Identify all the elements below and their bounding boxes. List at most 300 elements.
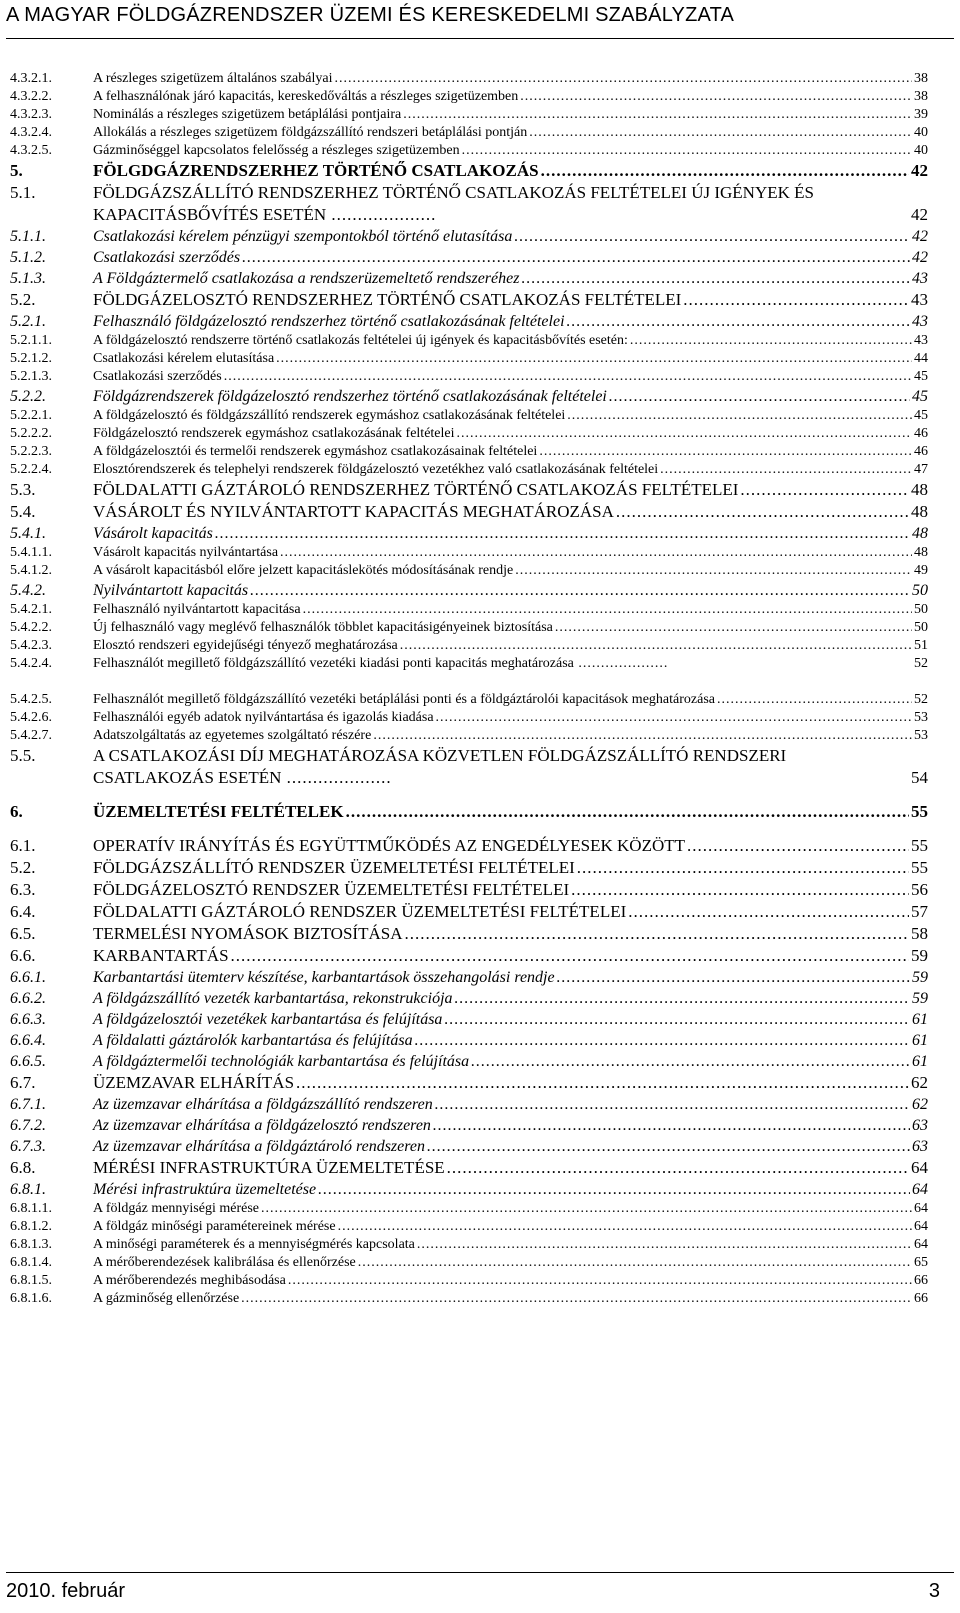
toc-entry-number: 5.2.1.3.: [10, 369, 52, 384]
toc-entry-body: [93, 637, 928, 655]
toc-leader-dots: [515, 562, 912, 580]
toc-leader-dots: [660, 461, 912, 479]
toc-entry-body: [93, 124, 928, 142]
toc-entry-title: A földgáztermelői technológiák karbantartása és felújítása: [93, 1053, 470, 1070]
toc-entry[interactable]: [10, 923, 928, 945]
toc-entry-page: 48: [911, 480, 928, 499]
toc-entry-number: 6.8.1.6.: [10, 1291, 52, 1306]
toc-entry-page: 61: [912, 1011, 928, 1028]
toc-entry-page: 59: [911, 946, 928, 965]
toc-entry-number: 6.6.1.: [10, 969, 46, 986]
toc-entry[interactable]: [10, 637, 928, 655]
toc-leader-dots: [318, 1179, 910, 1200]
toc-leader-dots: [303, 601, 912, 619]
toc-leader-dots: [403, 106, 912, 124]
toc-entry-title: FÖLDALATTI GÁZTÁROLÓ RENDSZERHEZ TÖRTÉNŐ CSATLAKOZÁS FELTÉTELEI: [93, 480, 739, 499]
toc-entry-title: KARBANTARTÁS: [93, 946, 229, 965]
toc-entry-page: 62: [911, 1073, 928, 1092]
toc-entry-body: [93, 709, 928, 727]
toc-entry-title: FÖLDGÁZSZÁLLÍTÓ RENDSZERHEZ TÖRTÉNŐ CSATLAKOZÁS FELTÉTELEI ÚJ IGÉNYEK ÉS KAPACITÁSBŐVÍTÉS ESETÉN: [93, 183, 814, 224]
toc-entry[interactable]: [10, 601, 928, 619]
toc-entry-title: VÁSÁROLT ÉS NYILVÁNTARTOTT KAPACITÁS MEGHATÁROZÁSA: [93, 502, 614, 521]
toc-leader-dots: [557, 967, 910, 988]
toc-leader-dots: [250, 580, 910, 601]
toc-entry[interactable]: [10, 523, 928, 544]
toc-entry-title: Csatlakozási kérelem elutasítása: [93, 351, 275, 366]
toc-entry-title: A földgázelosztói és termelői rendszerek egymáshoz csatlakozásainak feltételei: [93, 444, 538, 459]
toc-entry-body: [93, 601, 928, 619]
toc-entry[interactable]: [10, 1115, 928, 1136]
toc-entry-body: [93, 1254, 928, 1272]
toc-entry-title: Az üzemzavar elhárítása a földgázelosztó rendszeren: [93, 1117, 431, 1134]
toc-entry-page: 54: [911, 768, 928, 787]
toc-entry-number: 5.1.: [10, 183, 36, 202]
toc-entry-title: FÖLDGÁZELOSZTÓ RENDSZERHEZ TÖRTÉNŐ CSATLAKOZÁS FELTÉTELEI: [93, 290, 682, 309]
toc-entry[interactable]: [10, 1094, 928, 1115]
toc-entry-number: 6.1.: [10, 836, 36, 855]
page-footer: [0, 1572, 960, 1613]
toc-entry-title: Nominálás a részleges szigetüzem betáplálási pontjaira: [93, 107, 402, 122]
table-of-contents: [10, 70, 928, 1308]
toc-entry-title: A felhasználónak járó kapacitás, kereskedőváltás a részleges szigetüzemben: [93, 89, 519, 104]
toc-entry-page: 61: [912, 1053, 928, 1070]
toc-entry-body: [93, 1094, 928, 1115]
toc-entry-title: Új felhasználó vagy meglévő felhasználók többlet kapacitásigényeinek biztosítása: [93, 620, 553, 635]
toc-entry-page: 46: [914, 426, 928, 441]
toc-entry-body: [93, 1157, 928, 1179]
toc-entry-title: A földgázelosztói vezetékek karbantartása és felújítása: [93, 1011, 443, 1028]
toc-entry[interactable]: [10, 709, 928, 727]
toc-leader-dots: ....................: [281, 768, 392, 787]
toc-leader-dots: [455, 988, 910, 1009]
toc-entry-number: 6.4.: [10, 902, 36, 921]
toc-entry-body: [93, 619, 928, 637]
toc-entry-page: 45: [914, 369, 928, 384]
toc-entry-title: Felhasználót megillető földgázszállító vezetéki kiadási ponti kapacitás meghatározása: [93, 656, 574, 671]
toc-entry[interactable]: [10, 350, 928, 368]
toc-entry[interactable]: [10, 1072, 928, 1094]
toc-entry-number: 6.6.3.: [10, 1011, 46, 1028]
toc-entry-body: [93, 289, 928, 311]
toc-entry-number: 5.4.2.1.: [10, 602, 52, 617]
toc-entry[interactable]: [10, 835, 928, 857]
toc-entry-body: [93, 967, 928, 988]
toc-entry-number: 5.4.2.: [10, 582, 46, 599]
toc-entry-title: Elosztórendszerek és telephelyi rendszerek földgázelosztó vezetékhez való csatlakozásának feltételei: [93, 462, 659, 477]
toc-entry-body: [93, 332, 928, 350]
toc-entry-page: 64: [912, 1181, 928, 1198]
toc-entry-number: 5.: [10, 161, 23, 180]
toc-leader-dots: [687, 835, 909, 857]
document-title: A MAGYAR FÖLDGÁZRENDSZER ÜZEMI ÉS KERESKEDELMI SZABÁLYZATA: [6, 4, 735, 26]
toc-entry-body: [93, 523, 928, 544]
toc-leader-dots: [630, 332, 912, 350]
toc-entry-title: Csatlakozási szerződés: [93, 369, 222, 384]
toc-entry-page: 62: [912, 1096, 928, 1113]
toc-entry[interactable]: [10, 1157, 928, 1179]
toc-leader-dots: [241, 1290, 912, 1308]
toc-leader-dots: [567, 311, 910, 332]
toc-leader-dots: [400, 637, 912, 655]
toc-entry[interactable]: [10, 106, 928, 124]
toc-entry[interactable]: [10, 562, 928, 580]
toc-leader-dots: [346, 801, 909, 823]
toc-entry-title: A földgáz mennyiségi mérése: [93, 1201, 260, 1216]
toc-leader-dots: ....................: [326, 205, 437, 224]
toc-entry[interactable]: [10, 501, 928, 523]
toc-entry-title: A mérőberendezés meghibásodása: [93, 1273, 286, 1288]
toc-entry-page: 43: [912, 313, 928, 330]
toc-entry[interactable]: [10, 142, 928, 160]
toc-entry[interactable]: [10, 988, 928, 1009]
toc-entry-title: A minőségi paraméterek és a mennyiségmérés kapcsolata: [93, 1237, 415, 1252]
toc-entry-title: A földgáz minőségi paramétereinek mérése: [93, 1219, 336, 1234]
toc-entry-number: 5.4.2.6.: [10, 710, 52, 725]
toc-entry-number: 6.8.1.1.: [10, 1201, 52, 1216]
toc-leader-dots: [373, 727, 912, 745]
toc-entry-number: 5.4.2.3.: [10, 638, 52, 653]
toc-entry[interactable]: [10, 745, 928, 789]
toc-entry-body: [93, 580, 928, 601]
toc-entry-number: 6.8.1.5.: [10, 1273, 52, 1288]
toc-entry-number: 4.3.2.1.: [10, 71, 52, 86]
toc-entry-page: 64: [911, 1158, 928, 1177]
toc-entry-body: [93, 1290, 928, 1308]
toc-entry-title: A földgázelosztó rendszerre történő csatlakozás feltételei új igények és kapacitásbővítés esetén:: [93, 333, 628, 348]
toc-entry-body: [93, 1136, 928, 1157]
toc-entry-title: Az üzemzavar elhárítása a földgáztároló rendszeren: [93, 1138, 425, 1155]
toc-entry-number: 6.8.1.2.: [10, 1219, 52, 1234]
toc-entry-page: 43: [914, 333, 928, 348]
toc-leader-dots: [296, 1072, 909, 1094]
toc-entry-number: 5.5.: [10, 746, 36, 765]
toc-entry-title: Adatszolgáltatás az egyetemes szolgáltató részére: [93, 728, 372, 743]
toc-entry-body: [93, 1072, 928, 1094]
footer-date: 2010. február: [6, 1580, 125, 1602]
toc-gap: [10, 823, 928, 835]
toc-entry-number: 5.2.2.2.: [10, 426, 52, 441]
toc-entry[interactable]: [10, 655, 928, 691]
toc-entry[interactable]: [10, 857, 928, 879]
toc-leader-dots: [404, 923, 909, 945]
toc-entry-page: 51: [914, 638, 928, 653]
toc-entry[interactable]: [10, 332, 928, 350]
toc-entry[interactable]: [10, 182, 928, 226]
toc-leader-dots: [280, 544, 912, 562]
toc-leader-dots: [417, 1236, 912, 1254]
toc-entry[interactable]: [10, 967, 928, 988]
toc-entry-body: [93, 562, 928, 580]
toc-entry[interactable]: [10, 311, 928, 332]
toc-entry-page: 39: [914, 107, 928, 122]
toc-entry-number: 5.2.1.2.: [10, 351, 52, 366]
toc-entry[interactable]: [10, 879, 928, 901]
toc-leader-dots: [215, 523, 910, 544]
toc-leader-dots: [427, 1136, 910, 1157]
toc-entry[interactable]: [10, 901, 928, 923]
toc-entry-page: 38: [914, 89, 928, 104]
toc-entry-body: [93, 544, 928, 562]
toc-entry[interactable]: [10, 1009, 928, 1030]
toc-entry-number: 6.7.: [10, 1073, 36, 1092]
toc-entry-number: 5.1.2.: [10, 249, 46, 266]
toc-entry-page: 50: [914, 602, 928, 617]
toc-entry[interactable]: [10, 1236, 928, 1254]
toc-entry-page: 50: [912, 582, 928, 599]
toc-leader-dots: [447, 1157, 909, 1179]
toc-entry-title: Felhasználó nyilvántartott kapacitása: [93, 602, 301, 617]
toc-entry-page: 61: [912, 1032, 928, 1049]
toc-entry-page: 63: [912, 1117, 928, 1134]
toc-entry-page: 53: [914, 710, 928, 725]
toc-leader-dots: [415, 1030, 910, 1051]
toc-entry-title: A CSATLAKOZÁSI DÍJ MEGHATÁROZÁSA KÖZVETLEN FÖLDGÁZSZÁLLÍTÓ RENDSZERI CSATLAKOZÁS ESETÉN: [93, 746, 787, 787]
toc-leader-dots: [242, 247, 910, 268]
toc-entry-number: 4.3.2.4.: [10, 125, 52, 140]
toc-entry[interactable]: [10, 619, 928, 637]
toc-entry-body: [93, 350, 928, 368]
toc-entry-number: 6.7.1.: [10, 1096, 46, 1113]
toc-entry-body: [93, 70, 928, 88]
toc-entry-number: 5.4.1.2.: [10, 563, 52, 578]
toc-entry-number: 6.8.: [10, 1158, 36, 1177]
toc-leader-dots: [334, 70, 912, 88]
toc-entry-body: [93, 407, 928, 425]
toc-entry[interactable]: [10, 70, 928, 88]
toc-entry[interactable]: [10, 386, 928, 407]
toc-entry-page: 47: [914, 462, 928, 477]
toc-entry-number: 5.4.2.2.: [10, 620, 52, 635]
toc-entry-page: 48: [912, 525, 928, 542]
toc-entry-number: 4.3.2.3.: [10, 107, 52, 122]
toc-leader-dots: [224, 368, 912, 386]
toc-entry[interactable]: [10, 945, 928, 967]
toc-entry-body: [93, 857, 928, 879]
toc-entry-number: 5.2.2.4.: [10, 462, 52, 477]
toc-entry-number: 5.3.: [10, 480, 36, 499]
toc-entry[interactable]: [10, 1218, 928, 1236]
toc-entry-title: FÖLDALATTI GÁZTÁROLÓ RENDSZER ÜZEMELTETÉSI FELTÉTELEI: [93, 902, 627, 921]
toc-entry-page: 38: [914, 71, 928, 86]
toc-entry-body: [93, 1051, 928, 1072]
toc-entry-body: [93, 835, 928, 857]
toc-entry-body: [93, 655, 928, 673]
toc-entry-number: 6.3.: [10, 880, 36, 899]
toc-entry-page: 40: [914, 125, 928, 140]
toc-leader-dots: [436, 709, 912, 727]
toc-leader-dots: [444, 1009, 910, 1030]
toc-entry[interactable]: [10, 1051, 928, 1072]
toc-entry[interactable]: [10, 443, 928, 461]
toc-leader-dots: [435, 1094, 910, 1115]
toc-entry-title: A gázminőség ellenőrzése: [93, 1291, 240, 1306]
toc-entry[interactable]: [10, 124, 928, 142]
toc-entry[interactable]: [10, 1272, 928, 1290]
toc-entry-title: Allokálás a részleges szigetüzem földgázszállító rendszeri betáplálási pontján: [93, 125, 528, 140]
toc-entry-page: 52: [914, 656, 928, 671]
toc-entry[interactable]: [10, 691, 928, 709]
toc-entry-number: 4.3.2.2.: [10, 89, 52, 104]
toc-entry[interactable]: [10, 801, 928, 823]
toc-leader-dots: [740, 479, 909, 501]
toc-entry[interactable]: [10, 226, 928, 247]
toc-entry-page: 55: [911, 802, 928, 821]
toc-entry-title: A vásárolt kapacitásból előre jelzett kapacitáslekötés módosításának rendje: [93, 563, 514, 578]
toc-entry-title: Csatlakozási kérelem pénzügyi szempontokból történő elutasítása: [93, 228, 513, 245]
running-header: [0, 0, 960, 44]
toc-entry-page: 45: [912, 388, 928, 405]
toc-entry[interactable]: [10, 160, 928, 182]
toc-entry-title: A földgázszállító vezeték karbantartása, rekonstrukciója: [93, 990, 453, 1007]
toc-entry-body: [93, 479, 928, 501]
toc-entry-title: Felhasználói egyéb adatok nyilvántartása és igazolás kiadása: [93, 710, 434, 725]
toc-entry-page: 65: [914, 1255, 928, 1270]
toc-entry-page: 64: [914, 1219, 928, 1234]
toc-entry-title: Nyilvántartott kapacitás: [93, 582, 249, 599]
toc-entry-title: OPERATÍV IRÁNYÍTÁS ÉS EGYÜTTMŰKÖDÉS AZ ENGEDÉLYESEK KÖZÖTT: [93, 836, 686, 855]
toc-entry-page: 42: [911, 161, 928, 180]
toc-entry-number: 5.4.1.1.: [10, 545, 52, 560]
toc-entry-number: 5.4.2.5.: [10, 692, 52, 707]
toc-entry-number: 6.: [10, 802, 23, 821]
toc-entry-body: [93, 691, 928, 709]
toc-entry-title: Felhasználót megillető földgázszállító vezetéki betáplálási ponti és a földgáztárolói kapacitások meghatározása: [93, 692, 715, 707]
toc-entry-page: 45: [914, 408, 928, 423]
toc-entry-number: 5.2.2.3.: [10, 444, 52, 459]
toc-entry[interactable]: [10, 1200, 928, 1218]
toc-entry[interactable]: [10, 1136, 928, 1157]
toc-entry-body: [93, 923, 928, 945]
toc-leader-dots: [338, 1218, 912, 1236]
header-rule: [6, 38, 954, 39]
page-number: 3: [928, 1580, 940, 1602]
toc-entry-body: [93, 945, 928, 967]
toc-entry-page: 42: [911, 205, 928, 224]
toc-entry-number: 6.7.3.: [10, 1138, 46, 1155]
toc-entry[interactable]: [10, 88, 928, 106]
toc-entry[interactable]: [10, 268, 928, 289]
toc-entry[interactable]: [10, 407, 928, 425]
toc-entry[interactable]: [10, 425, 928, 443]
toc-entry-body: [93, 988, 928, 1009]
toc-entry[interactable]: [10, 289, 928, 311]
toc-entry-title: Az üzemzavar elhárítása a földgázszállító rendszeren: [93, 1096, 433, 1113]
toc-leader-dots: [529, 124, 912, 142]
toc-entry-body: [93, 801, 928, 823]
toc-entry-body: [93, 1115, 928, 1136]
toc-entry-body: [93, 106, 928, 124]
toc-entry-body: [93, 443, 928, 461]
toc-entry-page: 48: [914, 545, 928, 560]
toc-entry[interactable]: [10, 544, 928, 562]
toc-entry[interactable]: [10, 727, 928, 745]
toc-leader-dots: [628, 901, 909, 923]
toc-entry-title: FÖLDGÁZSZÁLLÍTÓ RENDSZER ÜZEMELTETÉSI FELTÉTELEI: [93, 858, 575, 877]
toc-leader-dots: [288, 1272, 912, 1290]
toc-leader-dots: [261, 1200, 912, 1218]
toc-leader-dots: [609, 386, 910, 407]
toc-entry-page: 44: [914, 351, 928, 366]
toc-entry-number: 4.3.2.5.: [10, 143, 52, 158]
toc-entry-body: [93, 501, 928, 523]
toc-entry-page: 43: [912, 270, 928, 287]
toc-entry-body: [93, 368, 928, 386]
toc-entry-number: 6.8.1.3.: [10, 1237, 52, 1252]
toc-entry[interactable]: [10, 461, 928, 479]
toc-leader-dots: [358, 1254, 912, 1272]
toc-entry[interactable]: [10, 247, 928, 268]
footer-rule: [6, 1572, 954, 1573]
toc-entry-number: 6.6.2.: [10, 990, 46, 1007]
toc-entry-title: Elosztó rendszeri egyidejűségi tényező meghatározása: [93, 638, 398, 653]
toc-leader-dots: [577, 857, 909, 879]
toc-entry-number: 5.4.1.: [10, 525, 46, 542]
toc-entry-page: 40: [914, 143, 928, 158]
toc-entry-number: 6.6.: [10, 946, 36, 965]
toc-entry-title: Vásárolt kapacitás: [93, 525, 213, 542]
toc-entry-title: Vásárolt kapacitás nyilvántartása: [93, 545, 279, 560]
toc-entry-page: 43: [911, 290, 928, 309]
toc-entry-page: 66: [914, 1273, 928, 1288]
toc-entry-body: [93, 142, 928, 160]
toc-entry-number: 6.6.5.: [10, 1053, 46, 1070]
toc-entry-page: 46: [914, 444, 928, 459]
toc-entry-title: A mérőberendezések kalibrálása és ellenőrzése: [93, 1255, 356, 1270]
toc-entry-title: Földgázrendszerek földgázelosztó rendszerhez történő csatlakozásának feltételei: [93, 388, 607, 405]
toc-entry[interactable]: [10, 580, 928, 601]
toc-leader-dots: [521, 268, 910, 289]
toc-entry[interactable]: [10, 1179, 928, 1200]
toc-entry[interactable]: [10, 1290, 928, 1308]
toc-entry[interactable]: [10, 479, 928, 501]
toc-leader-dots: [539, 443, 912, 461]
toc-entry-number: 5.4.2.7.: [10, 728, 52, 743]
toc-entry-title: Földgázelosztó rendszerek egymáshoz csatlakozásának feltételei: [93, 426, 455, 441]
toc-entry-number: 5.1.1.: [10, 228, 46, 245]
toc-entry-body: [93, 425, 928, 443]
toc-entry-body: [93, 461, 928, 479]
toc-leader-dots: [276, 350, 912, 368]
toc-leader-dots: [717, 691, 912, 709]
toc-entry-number: 6.7.2.: [10, 1117, 46, 1134]
toc-entry-page: 53: [914, 728, 928, 743]
toc-entry-body: [93, 1200, 928, 1218]
toc-entry[interactable]: [10, 368, 928, 386]
toc-entry-page: 52: [914, 692, 928, 707]
toc-gap: [10, 789, 928, 801]
toc-entry-body: [93, 1030, 928, 1051]
toc-entry-body: [93, 901, 928, 923]
toc-entry-page: 59: [912, 969, 928, 986]
toc-entry-body: [93, 88, 928, 106]
toc-entry-number: 6.5.: [10, 924, 36, 943]
toc-entry-title: Mérési infrastruktúra üzemeltetése: [93, 1181, 317, 1198]
toc-entry-page: 64: [914, 1201, 928, 1216]
toc-entry-body: [93, 879, 928, 901]
toc-entry-page: 63: [912, 1138, 928, 1155]
toc-entry-title: MÉRÉSI INFRASTRUKTÚRA ÜZEMELTETÉSE: [93, 1158, 445, 1177]
toc-leader-dots: [471, 1051, 910, 1072]
toc-entry[interactable]: [10, 1254, 928, 1272]
toc-entry-title: A földgázelosztó és földgázszállító rendszerek egymáshoz csatlakozásának feltételei: [93, 408, 566, 423]
toc-entry-body: [93, 1179, 928, 1200]
toc-entry-number: 5.2.: [10, 290, 36, 309]
toc-entry-body: [93, 182, 928, 226]
toc-entry-title: ÜZEMELTETÉSI FELTÉTELEK: [93, 802, 344, 821]
toc-entry[interactable]: [10, 1030, 928, 1051]
toc-leader-dots: [555, 619, 912, 637]
toc-entry-body: [93, 226, 928, 247]
